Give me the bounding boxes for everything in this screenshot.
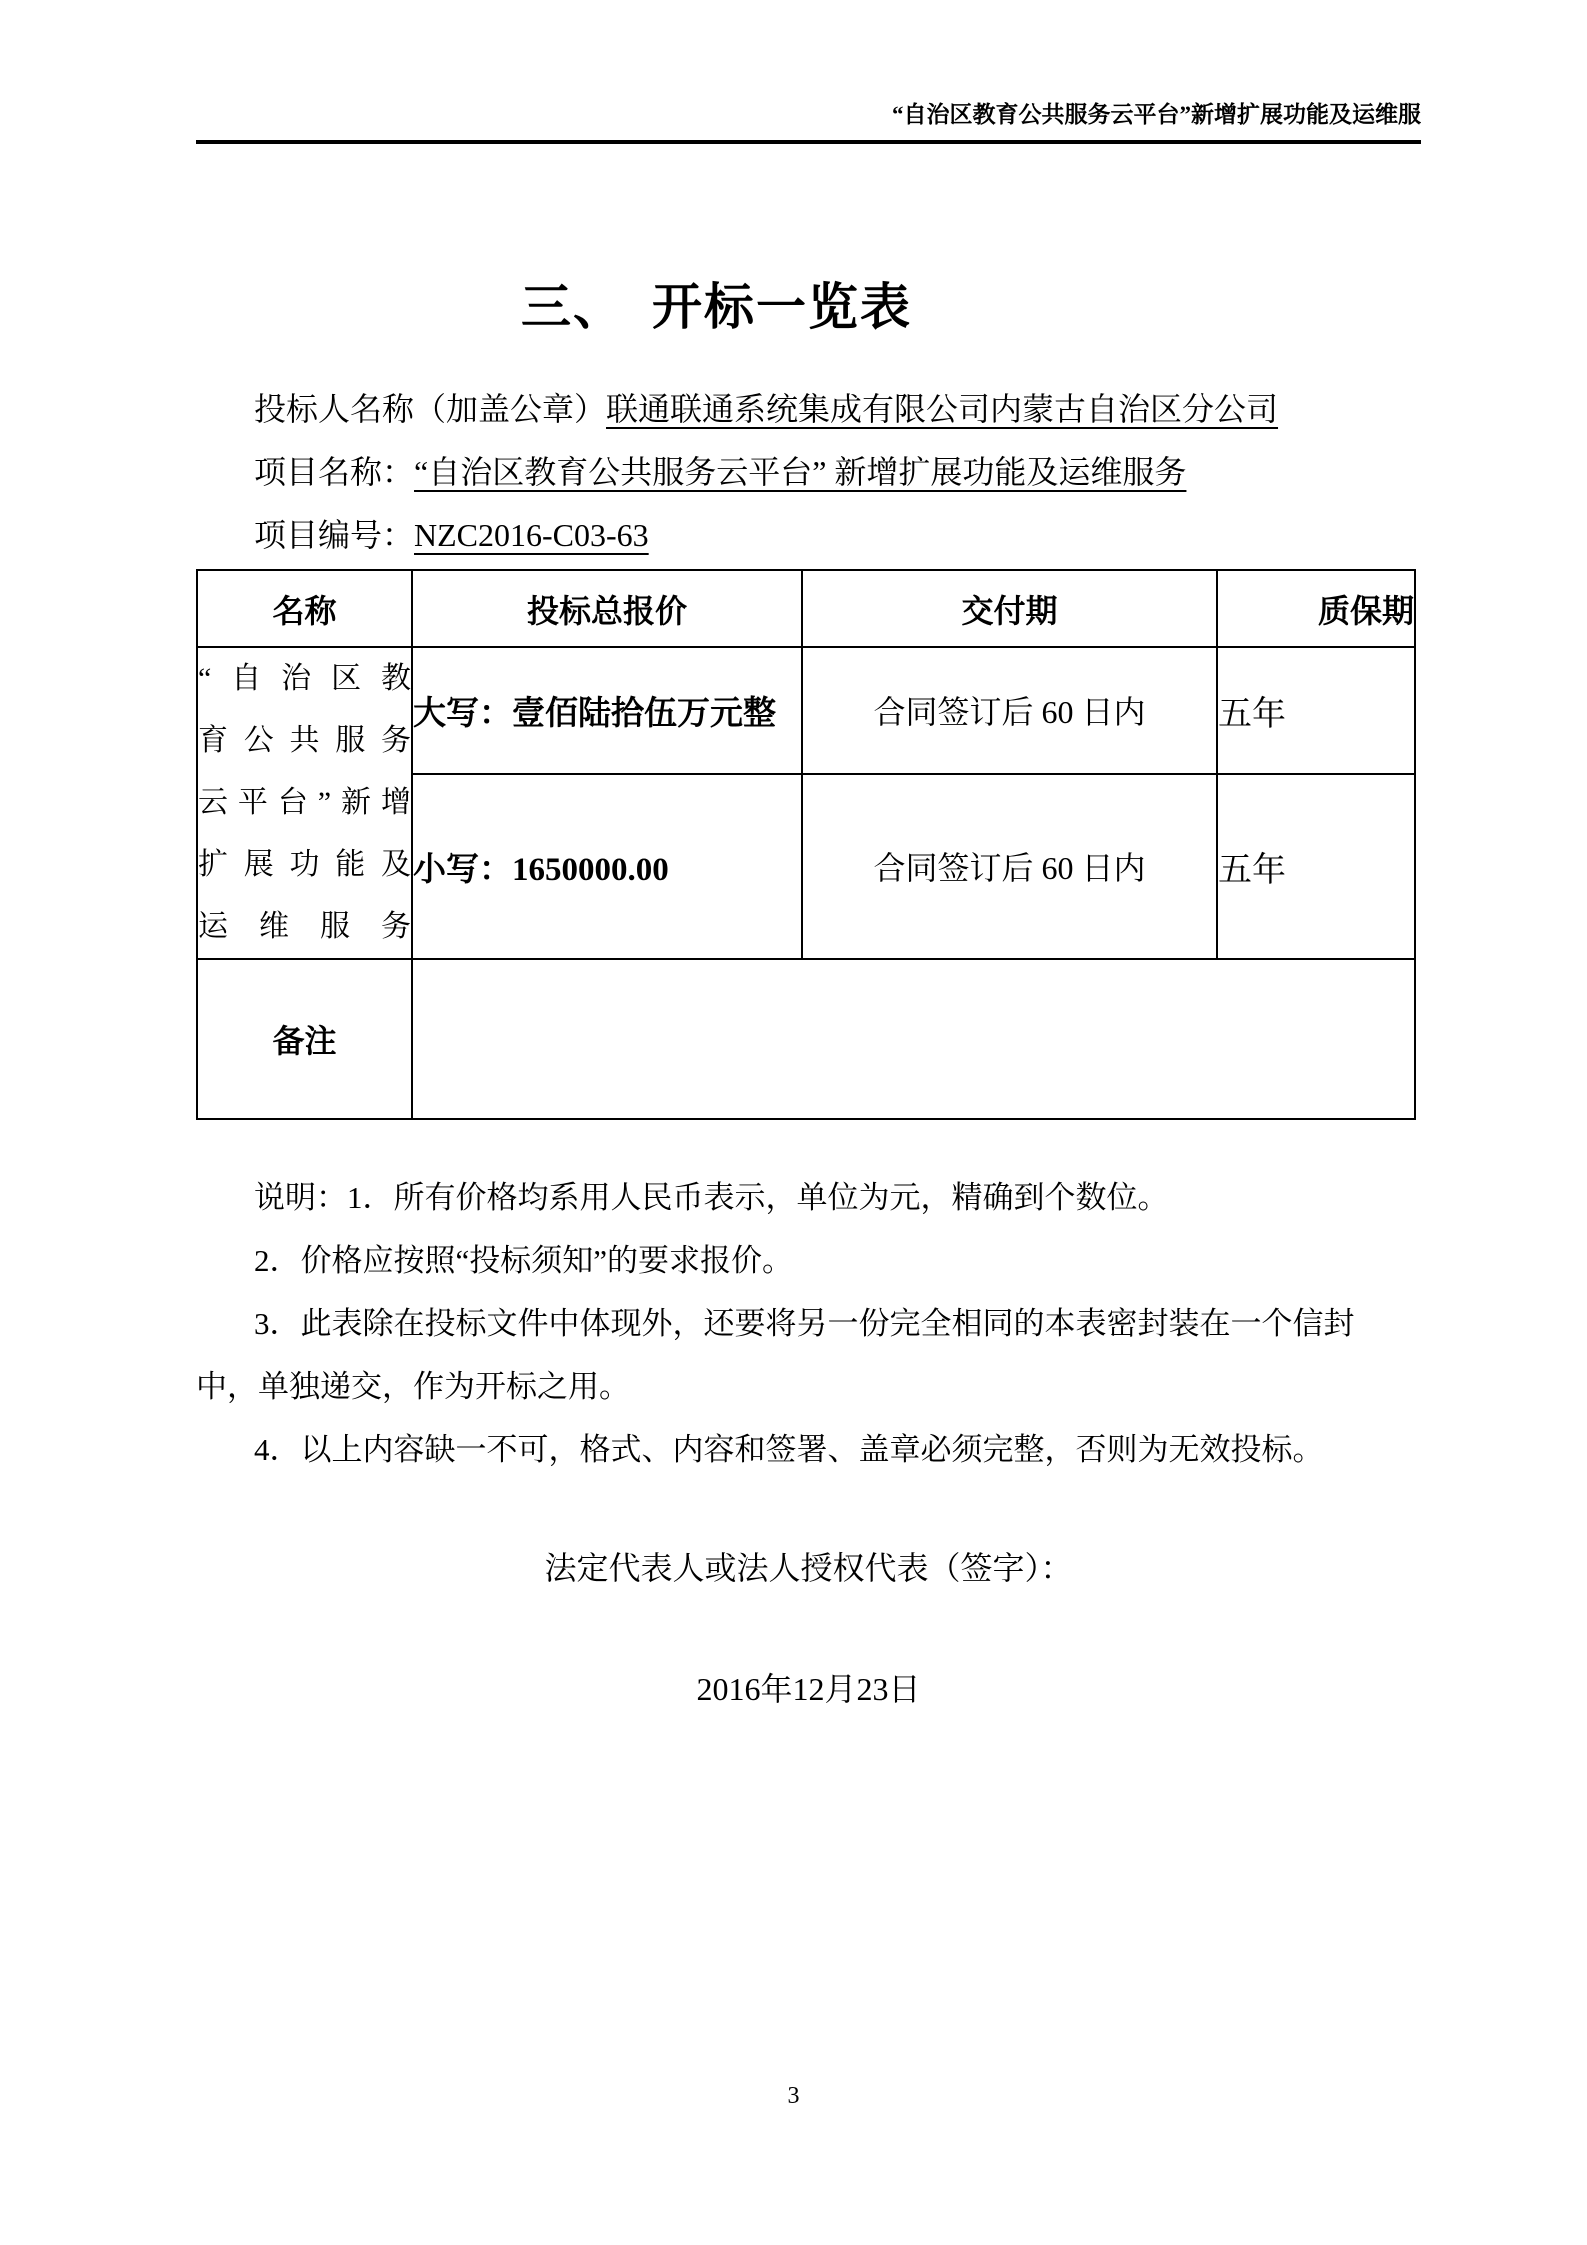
header-total-bid-price: 投标总报价 [412,570,802,647]
bidder-name-value: 联通联通系统集成有限公司内蒙古自治区分公司 [606,391,1279,427]
project-name-cell [197,647,412,959]
project-number-value: NZC2016-C03-63 [414,517,649,553]
project-name-cell-line: 运维服务 [198,910,411,943]
bidder-name-label: 投标人名称（加盖公章） [254,391,607,427]
project-fields [196,378,1421,567]
project-name-line [196,441,1421,504]
header-name: 名称 [197,570,412,647]
table-header-row [197,570,1415,647]
notes-section [196,1166,1421,1481]
project-name-cell-line: 云平台”新增 [198,786,411,819]
price-numeric-cell: 小写：1650000.00 [412,774,802,959]
note-line-continuation: 中，单独递交，作为开标之用。 [196,1369,630,1404]
note-line: 3．此表除在投标文件中体现外，还要将另一份完全相同的本表密封装在一个信封 [254,1306,1355,1341]
project-name-cell-line: “自治区教 [198,662,411,695]
remark-label-cell: 备注 [197,959,412,1119]
warranty-cell: 五年 [1217,647,1415,774]
note-line: 4．以上内容缺一不可，格式、内容和签署、盖章必须完整，否则为无效投标。 [254,1432,1324,1467]
note-line: 说明：1．所有价格均系用人民币表示，单位为元，精确到个数位。 [254,1180,1169,1215]
bidder-name-line [196,378,1421,441]
date-line: 2016年12月23日 [696,1671,921,1707]
page-title: 三、 开标一览表 [521,279,912,335]
table-row-remark [197,959,1415,1119]
header-delivery-period: 交付期 [802,570,1217,647]
remark-value-cell [412,959,1415,1119]
price-uppercase-cell: 大写：壹佰陆拾伍万元整 [412,647,802,774]
note-line: 2．价格应按照“投标须知”的要求报价。 [254,1243,794,1278]
page-number: 3 [787,2083,800,2109]
project-name-value: “自治区教育公共服务云平台” 新增扩展功能及运维服务 [414,454,1187,490]
page-header-text: “自治区教育公共服务云平台”新增扩展功能及运维服 [892,102,1421,127]
delivery-cell: 合同签订后 60 日内 [802,647,1217,774]
project-name-cell-line: 育公共服务 [198,724,411,757]
delivery-cell: 合同签订后 60 日内 [802,774,1217,959]
project-number-label: 项目编号： [254,517,415,553]
warranty-cell: 五年 [1217,774,1415,959]
page-header [196,0,1421,144]
project-name-cell-line: 扩展功能及 [198,848,411,881]
project-name-label: 项目名称： [254,454,415,490]
bid-opening-table [196,569,1416,1120]
project-number-line [196,504,1421,567]
signature-line: 法定代表人或法人授权代表（签字）： [544,1550,1073,1586]
header-warranty-period: 质保期 [1217,570,1415,647]
table-row-uppercase-price [197,647,1415,774]
